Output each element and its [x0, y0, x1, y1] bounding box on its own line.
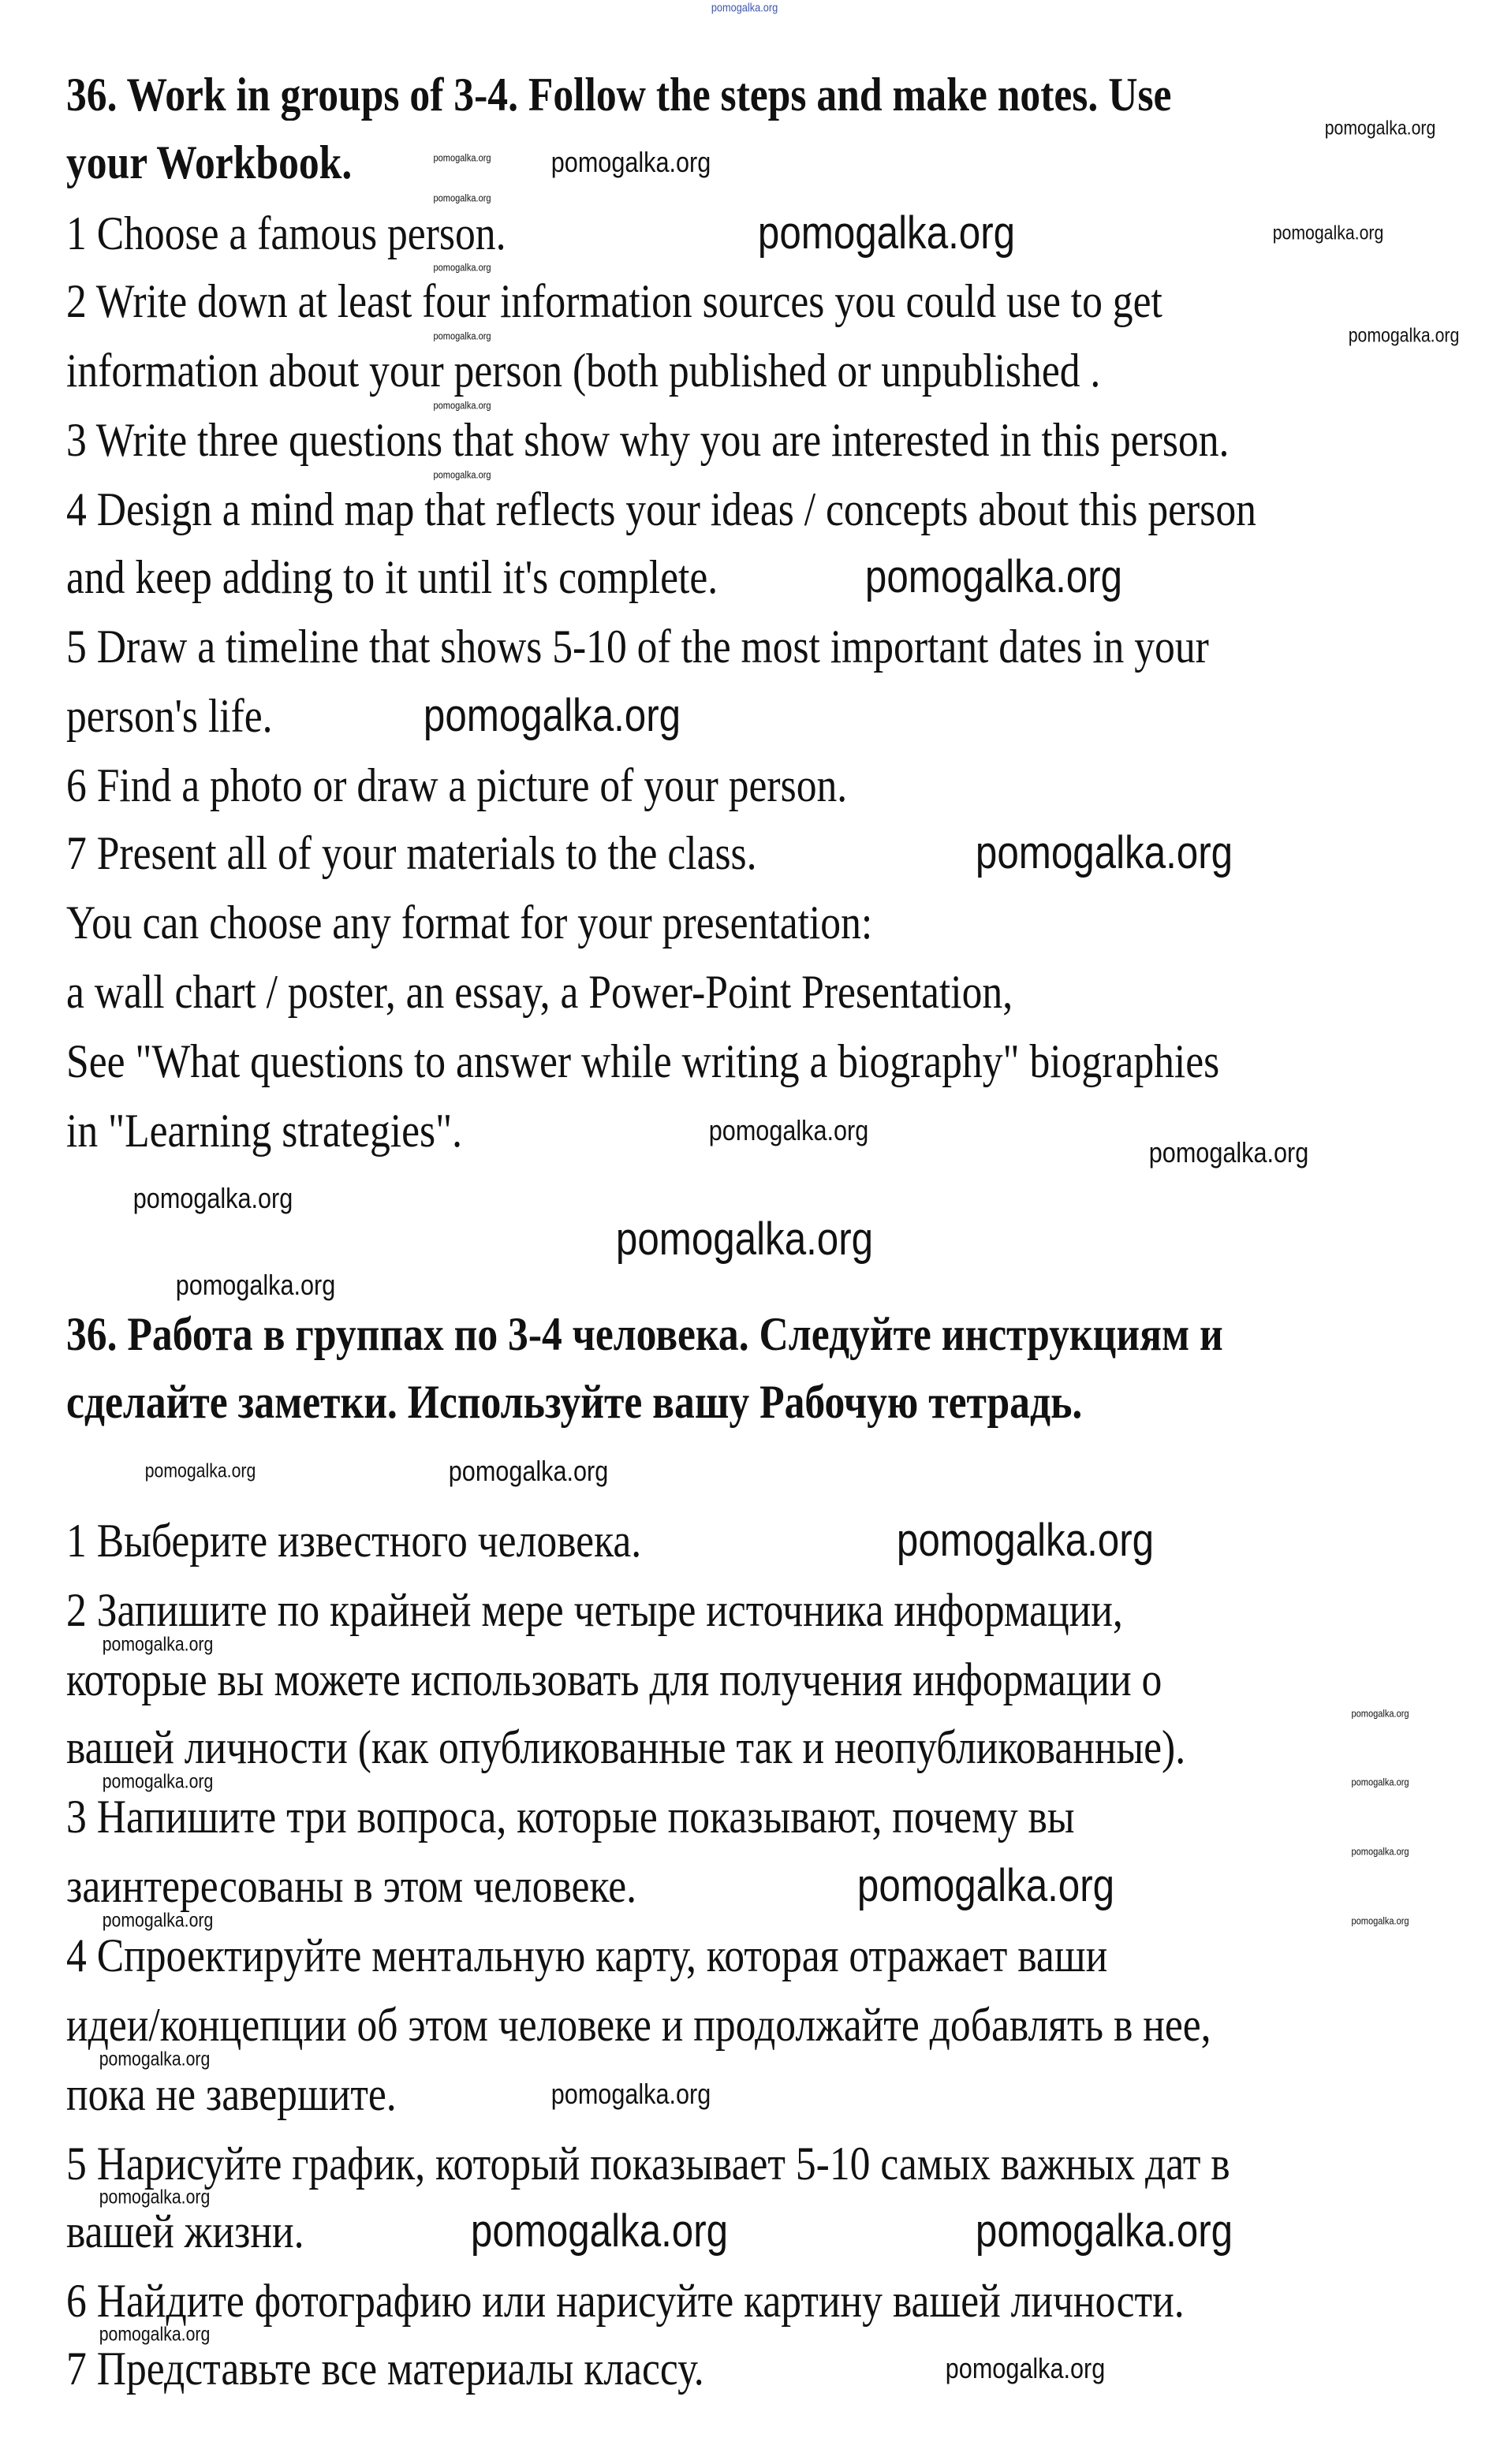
- watermark: pomogalka.org: [1351, 1776, 1409, 1788]
- text-line: 3 Write three questions that show why you are interested in this person.: [66, 414, 1230, 466]
- watermark: pomogalka.org: [975, 2205, 1233, 2257]
- exercise-title: 36. Work in groups of 3-4. Follow the steps and make notes. Use: [66, 69, 1172, 121]
- watermark: pomogalka.org: [856, 1860, 1115, 1911]
- watermark: pomogalka.org: [945, 2352, 1106, 2384]
- watermark: pomogalka.org: [423, 690, 681, 741]
- watermark: pomogalka.org: [550, 146, 711, 178]
- watermark: pomogalka.org: [757, 207, 1016, 259]
- text-line: 5 Нарисуйте график, который показывает 5-10 самых важных дат в: [66, 2138, 1230, 2190]
- text-line: пока не завершите.: [66, 2068, 397, 2120]
- text-line: 7 Представьте все материалы классу.: [66, 2343, 704, 2395]
- exercise-title: 36. Работа в группах по 3-4 человека. Следуйте инструкциям и: [66, 1308, 1223, 1360]
- text-line: person's life.: [66, 690, 273, 742]
- watermark: pomogalka.org: [470, 2205, 729, 2257]
- watermark: pomogalka.org: [433, 151, 491, 164]
- exercise-title: сделайте заметки. Используйте вашу Рабочую тетрадь.: [66, 1376, 1083, 1428]
- watermark: pomogalka.org: [1148, 1136, 1309, 1169]
- text-line: See "What questions to answer while writing a biography" biographies: [66, 1035, 1220, 1087]
- text-line: information about your person (both published or unpublished .: [66, 345, 1101, 397]
- text-line: которые вы можете использовать для получения информации о: [66, 1653, 1162, 1705]
- text-line: 6 Найдите фотографию или нарисуйте картину вашей личности.: [66, 2275, 1185, 2327]
- text-line: 3 Напишите три вопроса, которые показывают, почему вы: [66, 1791, 1075, 1843]
- watermark: pomogalka.org: [1351, 1914, 1409, 1927]
- watermark: pomogalka.org: [896, 1515, 1155, 1566]
- watermark: pomogalka.org: [102, 1909, 214, 1932]
- watermark: pomogalka.org: [708, 1114, 869, 1146]
- watermark: pomogalka.org: [448, 1455, 609, 1487]
- watermark: pomogalka.org: [1348, 324, 1460, 347]
- text-line: 2 Write down at least four information sources you could use to get: [66, 275, 1162, 327]
- watermark: pomogalka.org: [102, 1770, 214, 1793]
- exercise-title: your Workbook.: [66, 136, 353, 188]
- watermark: pomogalka.org: [99, 2186, 211, 2209]
- text-line: 5 Draw a timeline that shows 5-10 of the most important dates in your: [66, 621, 1209, 673]
- text-line: You can choose any format for your presentation:: [66, 897, 873, 949]
- watermark: pomogalka.org: [433, 261, 491, 274]
- text-line: a wall chart / poster, an essay, a Power-Point Presentation,: [66, 966, 1013, 1018]
- watermark: pomogalka.org: [433, 192, 491, 204]
- watermark: pomogalka.org: [550, 2078, 711, 2110]
- watermark: pomogalka.org: [433, 399, 491, 412]
- watermark: pomogalka.org: [132, 1182, 293, 1214]
- watermark: pomogalka.org: [615, 1213, 874, 1265]
- text-line: 1 Choose a famous person.: [66, 207, 506, 259]
- text-line: вашей личности (как опубликованные так и неопубликованные).: [66, 1721, 1186, 1773]
- watermark: pomogalka.org: [99, 2048, 211, 2071]
- text-line: 4 Design a mind map that reflects your ideas / concepts about this person: [66, 483, 1256, 535]
- watermark-link[interactable]: pomogalka.org: [711, 1, 778, 15]
- text-line: 7 Present all of your materials to the class.: [66, 827, 757, 879]
- watermark: pomogalka.org: [975, 827, 1233, 878]
- text-line: заинтересованы в этом человеке.: [66, 1860, 637, 1912]
- watermark: pomogalka.org: [175, 1269, 336, 1301]
- watermark: pomogalka.org: [144, 1459, 256, 1482]
- text-line: 4 Спроектируйте ментальную карту, которая отражает ваши: [66, 1929, 1108, 1981]
- watermark: pomogalka.org: [99, 2323, 211, 2346]
- text-line: идеи/концепции об этом человеке и продолжайте добавлять в нее,: [66, 1999, 1211, 2051]
- text-line: 6 Find a photo or draw a picture of your person.: [66, 759, 848, 811]
- text-line: in "Learning strategies".: [66, 1105, 463, 1157]
- text-line: 1 Выберите известного человека.: [66, 1515, 642, 1567]
- watermark: pomogalka.org: [102, 1633, 214, 1656]
- text-line: 2 Запишите по крайней мере четыре источника информации,: [66, 1584, 1123, 1636]
- watermark: pomogalka.org: [1351, 1707, 1409, 1720]
- watermark: pomogalka.org: [1272, 222, 1384, 244]
- text-line: and keep adding to it until it's complete.: [66, 551, 718, 603]
- watermark: pomogalka.org: [433, 468, 491, 481]
- watermark: pomogalka.org: [433, 330, 491, 342]
- watermark: pomogalka.org: [1324, 117, 1436, 140]
- watermark: pomogalka.org: [864, 551, 1123, 602]
- text-line: вашей жизни.: [66, 2205, 304, 2257]
- watermark: pomogalka.org: [1351, 1845, 1409, 1858]
